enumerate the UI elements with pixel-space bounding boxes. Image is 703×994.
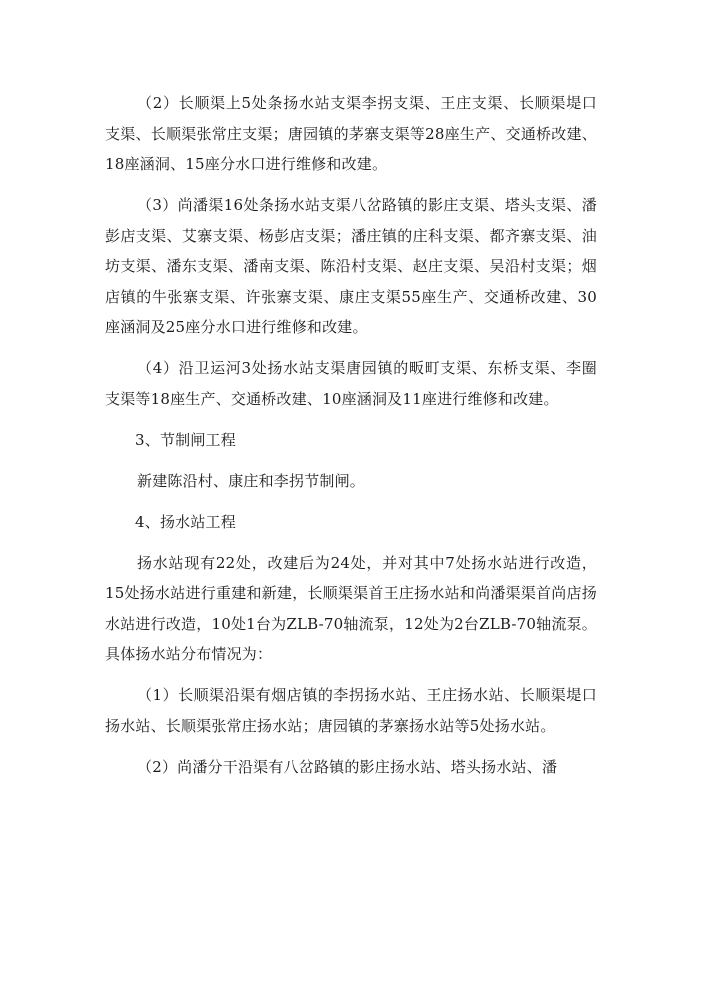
paragraph-pump-station-overview: 扬水站现有22处，改建后为24处，并对其中7处扬水站进行改造，15处扬水站进行重建和新建，长顺渠渠首王庄扬水站和尚潘渠渠首尚店扬水站进行改造，10处1台为ZLB-70轴流泵，12处为2台ZLB-70轴流泵。具体扬水站分布情况为：: [105, 553, 597, 663]
paragraph-new-check-gates: 新建陈沿村、康庄和李拐节制闸。: [137, 471, 366, 490]
section-heading-check-gate: 3、节制闸工程: [135, 430, 236, 449]
paragraph-changshun-pump-stations: （1）长顺渠沿渠有烟店镇的李拐扬水站、王庄扬水站、长顺渠堤口扬水站、长顺渠张常庄扬水站；唐园镇的茅寨扬水站等5处扬水站。: [105, 686, 597, 735]
paragraph-shangpan-pump-stations: （2）尚潘分干沿渠有八岔路镇的影庄扬水站、塔头扬水站、潘: [137, 757, 558, 776]
paragraph-weiyun-river-branches: （4）沿卫运河3处扬水站支渠唐园镇的畈町支渠、东桥支渠、李圈支渠等18座生产、交通桥改建、10座涵洞及11座进行维修和改建。: [105, 359, 597, 408]
paragraph-changshun-canal-branches: （2）长顺渠上5处条扬水站支渠李拐支渠、王庄支渠、长顺渠堤口支渠、长顺渠张常庄支渠；唐园镇的茅寨支渠等28座生产、交通桥改建、18座涵洞、15座分水口进行维修和改建。: [105, 94, 597, 173]
document-body: [105, 88, 597, 793]
section-heading-pump-station: 4、扬水站工程: [135, 512, 236, 531]
paragraph-shangpan-canal-branches: （3）尚潘渠16处条扬水站支渠八岔路镇的影庄支渠、塔头支渠、潘彭店支渠、艾寨支渠、杨彭店支渠；潘庄镇的庄科支渠、都齐寨支渠、油坊支渠、潘东支渠、潘南支渠、陈沿村支渠、赵庄支渠、吴沿村支渠；烟店镇的牛张寨支渠、许张寨支渠、康庄支渠55座生产、交通桥改建、30座涵洞及25座分水口进行维修和改建。: [105, 196, 597, 336]
